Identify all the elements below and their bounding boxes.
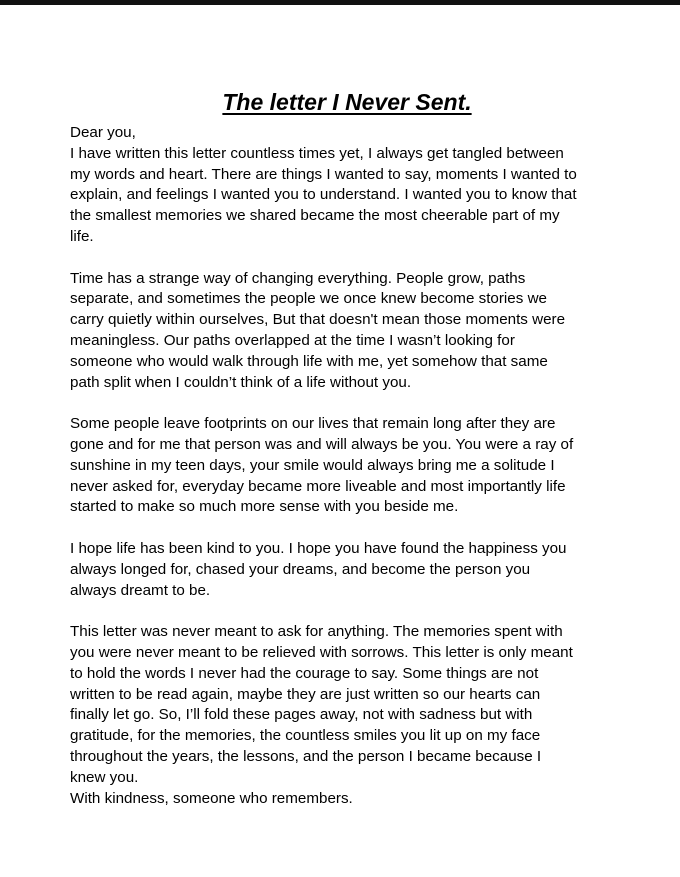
text-line: the smallest memories we shared became the most cheerable part of my xyxy=(70,207,560,225)
greeting-line: Dear you, xyxy=(70,124,136,141)
text-line: sunshine in my teen days, your smile would always bring me a solitude I xyxy=(70,456,555,474)
text-line: gone and for me that person was and will always be you. You were a ray of xyxy=(70,435,574,453)
text-line: written to be read again, maybe they are just written so our hearts can xyxy=(70,685,541,703)
text-line: never asked for, everyday became more liveable and most importantly life xyxy=(70,477,566,495)
text-line: finally let go. So, I’ll fold these pages away, not with sadness but with xyxy=(70,706,533,724)
paragraph-2 xyxy=(70,269,630,394)
paragraph-spacer xyxy=(70,393,630,414)
text-line: Some people leave footprints on our lives that remain long after they are xyxy=(70,415,556,433)
letter-title: The letter I Never Sent. xyxy=(222,89,472,115)
paragraph-spacer xyxy=(70,518,630,539)
text-line: Time has a strange way of changing everything. People grow, paths xyxy=(70,269,526,287)
text-line: started to make so much more sense with you beside me. xyxy=(70,498,459,516)
text-line: always dreamt to be. xyxy=(70,581,211,599)
text-line: knew you. xyxy=(70,768,139,786)
paragraph-5 xyxy=(70,622,630,788)
text-line: life. xyxy=(70,227,94,245)
paragraph-1 xyxy=(70,144,630,248)
signoff-line: With kindness, someone who remembers. xyxy=(70,789,353,807)
paragraph-spacer xyxy=(70,248,630,269)
text-line: I hope life has been kind to you. I hope you have found the happiness you xyxy=(70,539,567,557)
text-line: This letter was never meant to ask for anything. The memories spent with xyxy=(70,623,563,641)
text-line: meaningless. Our paths overlapped at the time I wasn’t looking for xyxy=(70,331,515,349)
text-line: someone who would walk through life with me, yet somehow that same xyxy=(70,352,548,370)
letter-page xyxy=(0,5,680,877)
text-line: to hold the words I never had the courage to say. Some things are not xyxy=(70,664,539,682)
letter-body xyxy=(70,123,630,809)
text-line: explain, and feelings I wanted you to understand. I wanted you to know that xyxy=(70,186,577,204)
text-line: always longed for, chased your dreams, and become the person you xyxy=(70,560,531,578)
paragraph-spacer xyxy=(70,601,630,622)
text-line: carry quietly within ourselves, But that doesn't mean those moments were xyxy=(70,311,566,329)
text-line: you were never meant to be relieved with sorrows. This letter is only meant xyxy=(70,643,573,661)
text-line: separate, and sometimes the people we once knew become stories we xyxy=(70,290,547,308)
paragraph-4 xyxy=(70,539,630,601)
text-line: path split when I couldn’t think of a life without you. xyxy=(70,373,412,391)
text-line: gratitude, for the memories, the countless smiles you lit up on my face xyxy=(70,727,541,745)
paragraph-3 xyxy=(70,414,630,518)
text-line: my words and heart. There are things I wanted to say, moments I wanted to xyxy=(70,165,577,183)
text-line: I have written this letter countless times yet, I always get tangled between xyxy=(70,144,564,162)
text-line: throughout the years, the lessons, and the person I became because I xyxy=(70,747,542,765)
